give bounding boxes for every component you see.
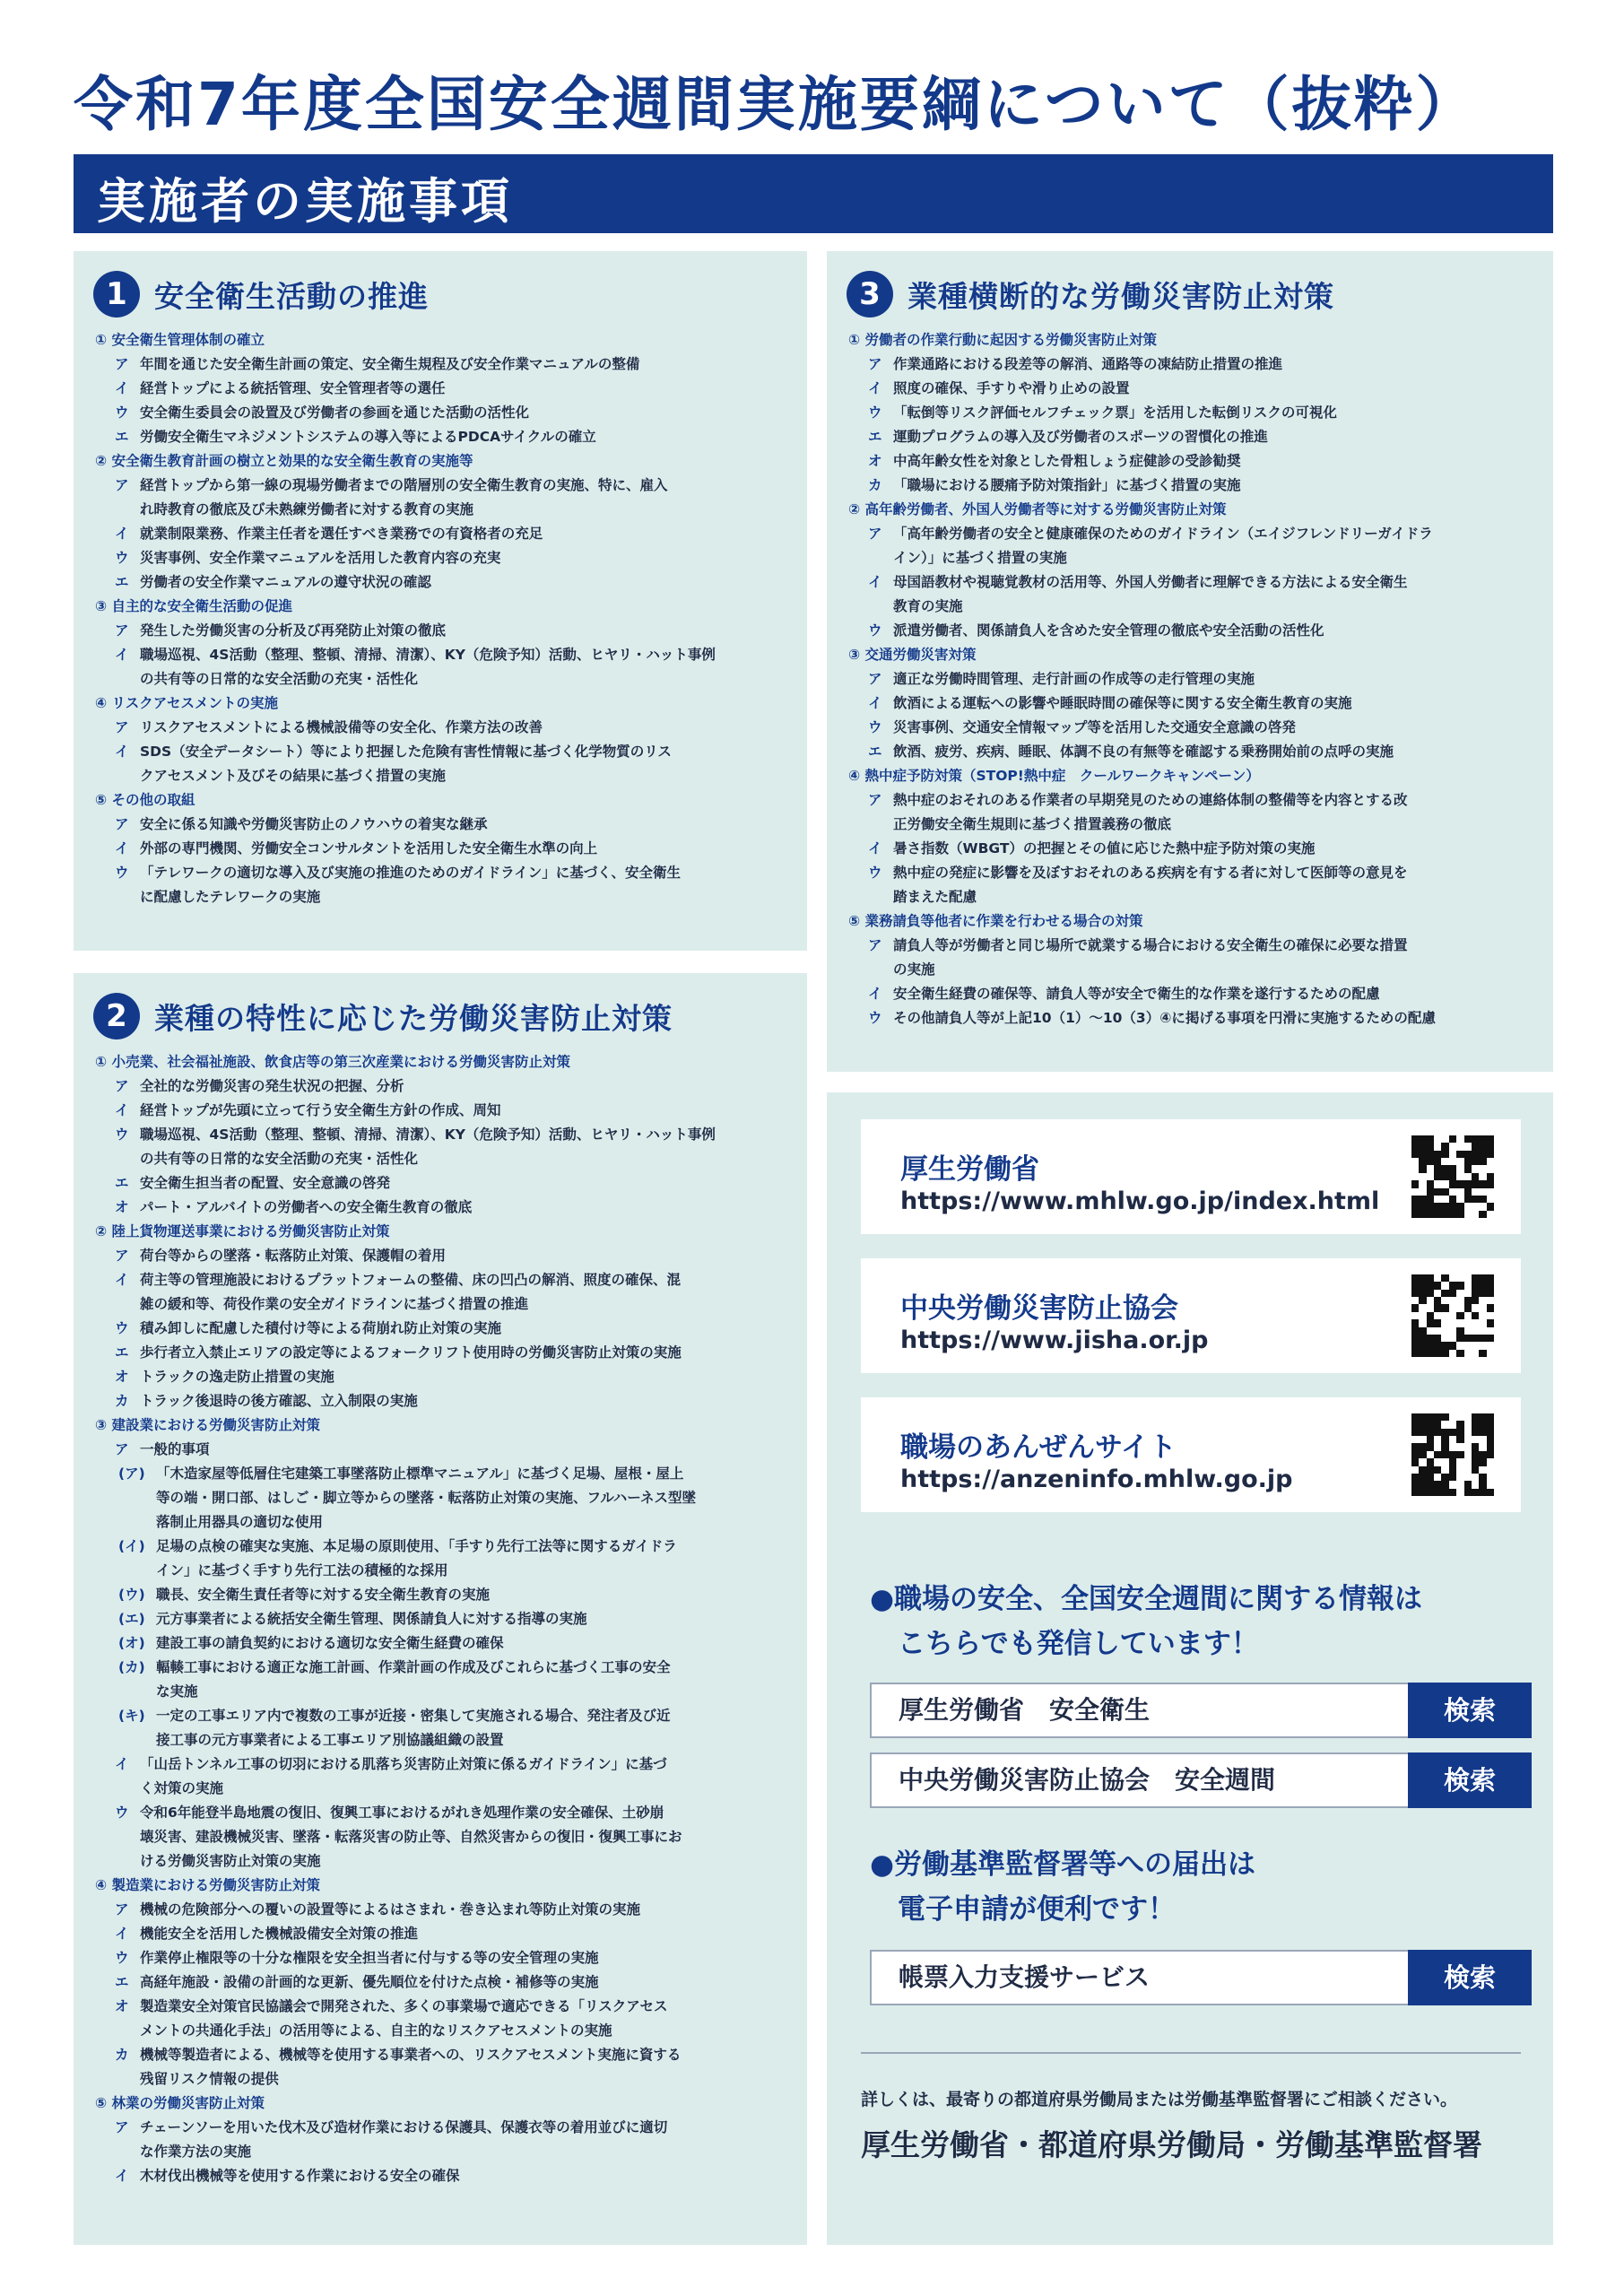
item-text: 暑さ指数（WBGT）の把握とその値に応じた熱中症予防対策の実施 [893, 840, 1316, 857]
item-label: ア [115, 1441, 129, 1457]
section-1-items [95, 328, 795, 909]
section-title: 業種横断的な労働災害防止対策 [908, 278, 1334, 314]
list-item [95, 740, 795, 764]
qr-code-icon [1411, 1135, 1494, 1218]
item-label: ア [868, 356, 882, 372]
item-label: ウ [115, 1126, 129, 1143]
search-row-1 [870, 1683, 1524, 1738]
subsection-heading: ③ 交通労働災害対策 [848, 647, 977, 663]
item-label: ア [115, 1248, 129, 1264]
item-label: ア [115, 816, 129, 832]
list-item [848, 861, 1541, 885]
item-text: 元方事業者による統括安全衛生管理、関係請負人に対する指導の実施 [156, 1611, 587, 1627]
item-text: 荷台等からの墜落・転落防止対策、保護帽の着用 [140, 1248, 447, 1264]
list-item [95, 813, 795, 837]
item-label: カ [868, 477, 882, 493]
page-title: 令和7年度全国安全週間実施要綱について（抜粋） [74, 70, 1478, 139]
subsection-heading: ② 安全衛生教育計画の樹立と効果的な安全衛生教育の実施等 [95, 453, 473, 469]
item-label: ア [115, 477, 129, 493]
item-label: (キ) [118, 1708, 145, 1724]
item-text: 熱中症の発症に影響を及ぼすおそれのある疾病を有する者に対して医師等の意見を [893, 865, 1408, 881]
list-item-continued: 壊災害、建設機械災害、墜落・転落災害の防止等、自然災害からの復旧・復興工事にお [140, 1829, 682, 1845]
info-panel [827, 1092, 1553, 2245]
list-item-continued: 落制止用器具の適切な使用 [156, 1514, 324, 1530]
subsection-heading: ③ 建設業における労働災害防止対策 [95, 1417, 321, 1433]
list-item-continued: く対策の実施 [140, 1780, 224, 1796]
list-item [95, 1438, 795, 1462]
item-text: 一定の工事エリア内で複数の工事が近接・密集して実施される場合、発注者及び近 [156, 1708, 671, 1724]
search-row-2 [870, 1752, 1524, 1808]
list-item-continued: の実施 [893, 961, 935, 978]
item-label: ウ [115, 1805, 129, 1821]
item-label: ア [115, 1901, 129, 1918]
subsection-heading: ⑤ 業務請負等他者に作業を行わせる場合の対策 [848, 913, 1143, 929]
subtitle: 実施者の実施事項 [97, 173, 513, 230]
item-text: 経営トップが先頭に立って行う安全衛生方針の作成、周知 [140, 1102, 501, 1118]
item-text: 派遣労働者、関係請負人を含めた安全管理の徹底や安全活動の活性化 [893, 622, 1324, 639]
list-item-continued: 雑の緩和等、荷役作業の安全ガイドラインに基づく措置の推進 [140, 1296, 529, 1312]
item-label: ウ [868, 404, 882, 421]
item-text: 安全衛生担当者の配置、安全意識の啓発 [140, 1175, 391, 1191]
item-text: 災害事例、交通安全情報マップ等を活用した交通安全意識の啓発 [893, 719, 1296, 735]
subsection-heading: ⑤ 林業の労働災害防止対策 [95, 2095, 265, 2111]
list-item [848, 934, 1541, 958]
list-item-continued: な作業方法の実施 [140, 2144, 252, 2160]
list-item [95, 1462, 795, 1486]
subsection-heading: ① 安全衛生管理体制の確立 [95, 332, 265, 348]
list-item [848, 474, 1541, 498]
list-item [848, 1006, 1541, 1031]
qr-code-icon [1411, 1413, 1494, 1496]
item-label: (イ) [118, 1538, 145, 1554]
item-label: イ [868, 695, 882, 711]
list-item [95, 1074, 795, 1099]
item-label: イ [868, 986, 882, 1002]
list-item [95, 2043, 795, 2067]
item-text: その他請負人等が上記10（1）～10（3）④に掲げる事項を円滑に実施するための配慮 [893, 1010, 1436, 1026]
item-label: エ [115, 1344, 129, 1361]
subsection-heading: ② 高年齢労働者、外国人労働者等に対する労働災害防止対策 [848, 501, 1227, 517]
footer-note: 詳しくは、最寄りの都道府県労働局または労働基準監督署にご相談ください。 [861, 2090, 1458, 2109]
item-label: イ [115, 1102, 129, 1118]
item-text: 荷主等の管理施設におけるプラットフォームの整備、床の凹凸の解消、照度の確保、混 [140, 1272, 681, 1288]
list-item [95, 1583, 795, 1607]
item-text: 中高年齢女性を対象とした骨粗しょう症健診の受診勧奨 [893, 453, 1241, 469]
link-name: 中央労働災害防止協会 [900, 1292, 1178, 1325]
list-item [95, 1244, 795, 1268]
item-label: イ [868, 574, 882, 590]
item-text: 機械等製造者による、機械等を使用する事業者への、リスクアセスメント実施に資する [140, 2047, 682, 2063]
item-label: エ [115, 429, 129, 445]
item-text: 職場巡視、4S活動（整理、整頓、清掃、清潔）、KY（危険予知）活動、ヒヤリ・ハット事例 [140, 647, 716, 663]
list-item [95, 2116, 795, 2140]
section-1-heading [93, 267, 429, 321]
list-item [95, 1607, 795, 1631]
item-label: オ [115, 1369, 129, 1385]
search-button[interactable]: 検索 [1408, 1752, 1532, 1808]
item-text: 経営トップによる統括管理、安全管理者等の選任 [140, 380, 446, 396]
list-item [95, 1171, 795, 1196]
list-item [95, 425, 795, 449]
item-text: 「高年齢労働者の安全と健康確保のためのガイドライン（エイジフレンドリーガイドラ [893, 526, 1433, 542]
link-card-jisha[interactable] [861, 1258, 1521, 1373]
item-text: 飲酒による運転への影響や睡眠時間の確保等に関する安全衛生教育の実施 [893, 695, 1352, 711]
section-title: 業種の特性に応じた労働災害防止対策 [154, 1000, 673, 1036]
subsection-heading: ④ 熱中症予防対策（STOP!熱中症 クールワークキャンペーン） [848, 768, 1260, 784]
list-item [95, 1995, 795, 2019]
item-text: パート・アルバイトの労働者への安全衛生教育の徹底 [140, 1199, 473, 1215]
list-item [95, 1801, 795, 1825]
item-label: エ [868, 429, 882, 445]
item-text: 安全衛生委員会の設置及び労働者の参画を通じた活動の活性化 [140, 404, 530, 421]
item-label: イ [115, 1272, 129, 1288]
list-item-continued: 残留リスク情報の提供 [140, 2071, 279, 2087]
list-item-continued: の共有等の日常的な安全活動の充実・活性化 [140, 671, 419, 687]
item-text: 建設工事の請負契約における適切な安全衛生経費の確保 [156, 1635, 504, 1651]
item-text: 「木造家屋等低層住宅建築工事墜落防止標準マニュアル」に基づく足場、屋根・屋上 [156, 1465, 684, 1482]
list-item [95, 1341, 795, 1365]
item-label: ウ [115, 550, 129, 566]
subsection-heading: ③ 自主的な安全衛生活動の促進 [95, 598, 293, 614]
search-input[interactable]: 帳票入力支援サービス [870, 1950, 1419, 2005]
link-name: 職場のあんぜんサイト [900, 1431, 1177, 1464]
item-label: ア [115, 1078, 129, 1094]
item-label: ウ [868, 865, 882, 881]
item-text: 経営トップから第一線の現場労働者までの階層別の安全衛生教育の実施、特に、雇入 [140, 477, 668, 493]
item-text: 歩行者立入禁止エリアの設定等によるフォークリフト使用時の労働災害防止対策の実施 [140, 1344, 682, 1361]
list-item [95, 861, 795, 885]
list-item [95, 1365, 795, 1389]
item-label: エ [115, 574, 129, 590]
list-item [95, 619, 795, 643]
list-item-continued: な実施 [156, 1683, 198, 1700]
item-label: イ [115, 1926, 129, 1942]
item-label: イ [115, 2168, 129, 2184]
list-item [95, 1268, 795, 1292]
list-item-continued: ける労働災害防止対策の実施 [140, 1853, 321, 1869]
item-label: カ [115, 2047, 129, 2063]
item-label: ア [868, 671, 882, 687]
item-label: ウ [115, 404, 129, 421]
subsection-heading: ⑤ その他の取組 [95, 792, 195, 808]
link-card-anzeninfo[interactable] [861, 1397, 1521, 1512]
list-item [848, 691, 1541, 716]
subsection-heading: ① 労働者の作業行動に起因する労働災害防止対策 [848, 332, 1158, 348]
item-text: チェーンソーを用いた伐木及び造材作業における保護具、保護衣等の着用並びに適切 [140, 2119, 668, 2135]
item-text: 外部の専門機関、労働安全コンサルタントを活用した安全衛生水準の向上 [140, 840, 598, 857]
subsection-heading: ① 小売業、社会福祉施設、飲食店等の第三次産業における労働災害防止対策 [95, 1054, 571, 1070]
list-item [848, 352, 1541, 377]
item-text: 職長、安全衛生責任者等に対する安全衛生教育の実施 [156, 1587, 491, 1603]
item-label: ウ [868, 719, 882, 735]
item-label: ア [868, 937, 882, 953]
item-text: 照度の確保、手すりや滑り止めの設置 [893, 380, 1130, 396]
section-number-badge: 2 [93, 993, 140, 1039]
subsection-heading: ② 陸上貨物運送事業における労働災害防止対策 [95, 1223, 390, 1239]
item-label: ア [115, 356, 129, 372]
list-item [95, 377, 795, 401]
item-label: イ [115, 840, 129, 857]
list-item [848, 716, 1541, 740]
list-item [848, 377, 1541, 401]
list-item [95, 1389, 795, 1413]
item-text: 輻輳工事における適正な施工計画、作業計画の作成及びこれらに基づく工事の安全 [156, 1659, 671, 1675]
item-label: (カ) [118, 1659, 145, 1675]
item-text: 製造業安全対策官民協議会で開発された、多くの事業場で適応できる「リスクアセス [140, 1998, 668, 2014]
divider [861, 2052, 1521, 2054]
list-item [848, 570, 1541, 595]
item-text: 熱中症のおそれのある作業者の早期発見のための連絡体制の整備等を内容とする改 [893, 792, 1408, 808]
item-label: オ [868, 453, 882, 469]
list-item [95, 546, 795, 570]
item-text: 機能安全を活用した機械設備安全対策の推進 [140, 1926, 419, 1942]
item-text: 高経年施設・設備の計画的な更新、優先順位を付けた点検・補修等の実施 [140, 1974, 599, 1990]
link-card-mhlw[interactable] [861, 1119, 1521, 1234]
item-text: 「転倒等リスク評価セルフチェック票」を活用した転倒リスクの可視化 [893, 404, 1337, 421]
item-text: 足場の点検の確実な実施、本足場の原則使用、「手すり先行工法等に関するガイドラ [156, 1538, 677, 1554]
item-text: 請負人等が労働者と同じ場所で就業する場合における安全衛生の確保に必要な措置 [893, 937, 1408, 953]
search-input[interactable]: 中央労働災害防止協会 安全週間 [870, 1752, 1419, 1808]
item-text: 職場巡視、4S活動（整理、整頓、清掃、清潔）、KY（危険予知）活動、ヒヤリ・ハット事例 [140, 1126, 716, 1143]
info-heading-2: ●労働基準監督署等への届出は 電子申請が便利です！ [870, 1848, 1256, 1926]
list-item-continued: れ時教育の徹底及び未熟練労働者に対する教育の実施 [140, 501, 474, 517]
list-item [95, 1922, 795, 1946]
item-label: ウ [868, 1010, 882, 1026]
item-label: イ [115, 380, 129, 396]
list-item [95, 1099, 795, 1123]
item-text: 木材伐出機械等を使用する作業における安全の確保 [140, 2168, 460, 2184]
section-2-panel [74, 973, 807, 2245]
section-number-badge: 3 [847, 271, 893, 317]
list-item [95, 1946, 795, 1970]
list-item-continued: 接工事の元方事業者による工事エリア別協議組織の設置 [156, 1732, 504, 1748]
item-label: ア [868, 526, 882, 542]
list-item-continued: イン」に基づく手すり先行工法の積極的な採用 [156, 1562, 448, 1578]
link-url[interactable]: https://www.jisha.or.jp [900, 1326, 1209, 1354]
item-text: 運動プログラムの導入及び労働者のスポーツの習慣化の推進 [893, 429, 1268, 445]
item-label: (エ) [118, 1611, 145, 1627]
list-item [95, 1317, 795, 1341]
item-text: 安全衛生経費の確保等、請負人等が安全で衛生的な作業を遂行するための配慮 [893, 986, 1380, 1002]
item-label: ア [115, 622, 129, 639]
item-text: トラックの逸走防止措置の実施 [140, 1369, 334, 1385]
list-item [848, 522, 1541, 546]
item-text: 積み卸しに配慮した積付け等による荷崩れ防止対策の実施 [140, 1320, 502, 1336]
list-item [848, 740, 1541, 764]
item-text: 一般的事項 [140, 1441, 210, 1457]
item-label: エ [115, 1175, 129, 1191]
info-heading-1: ●職場の安全、全国安全週間に関する情報は こちらでも発信しています！ [870, 1583, 1423, 1660]
list-item [95, 1631, 795, 1656]
item-label: イ [115, 647, 129, 663]
item-text: 全社的な労働災害の発生状況の把握、分析 [140, 1078, 404, 1094]
item-text: 労働安全衛生マネジメントシステムの導入等によるPDCAサイクルの確立 [140, 429, 596, 445]
item-text: トラック後退時の後方確認、立入制限の実施 [140, 1393, 418, 1409]
item-text: 労働者の安全作業マニュアルの遵守状況の確認 [140, 574, 431, 590]
list-item [95, 1196, 795, 1220]
item-text: 「山岳トンネル工事の切羽における肌落ち災害防止対策に係るガイドライン」に基づ [140, 1756, 667, 1772]
list-item [848, 401, 1541, 425]
item-text: 安全に係る知識や労働災害防止のノウハウの着実な継承 [140, 816, 488, 832]
section-2-items [95, 1050, 795, 2188]
list-item [95, 1656, 795, 1680]
list-item [848, 449, 1541, 474]
item-text: 適正な労働時間管理、走行計画の作成等の走行管理の実施 [893, 671, 1255, 687]
item-label: (オ) [118, 1635, 145, 1651]
list-item [848, 788, 1541, 813]
search-button[interactable]: 検索 [1408, 1950, 1532, 2005]
list-item-continued: 踏まえた配慮 [893, 889, 977, 905]
subtitle-bar [74, 154, 1553, 233]
list-item [95, 1970, 795, 1995]
list-item-continued: に配慮したテレワークの実施 [140, 889, 321, 905]
list-item [848, 982, 1541, 1006]
item-label: ウ [115, 1950, 129, 1966]
item-label: イ [868, 840, 882, 857]
section-2-heading [93, 989, 673, 1043]
section-3-items [848, 328, 1541, 1031]
item-text: SDS（安全データシート）等により把握した危険有害性情報に基づく化学物質のリス [140, 744, 672, 760]
item-text: 令和6年能登半島地震の復旧、復興工事におけるがれき処理作業の安全確保、土砂崩 [140, 1805, 664, 1821]
item-label: ア [115, 2119, 129, 2135]
section-3-heading [847, 267, 1334, 321]
list-item [95, 1535, 795, 1559]
section-title: 安全衛生活動の推進 [154, 278, 429, 314]
list-item [95, 1898, 795, 1922]
list-item [95, 2164, 795, 2188]
item-label: ア [868, 792, 882, 808]
section-1-panel [74, 251, 807, 951]
item-label: イ [115, 1756, 129, 1772]
list-item-continued: メントの共通化手法」の活用等による、自主的なリスクアセスメントの実施 [140, 2022, 612, 2039]
search-button[interactable]: 検索 [1408, 1683, 1532, 1738]
subsection-heading: ④ リスクアセスメントの実施 [95, 695, 279, 711]
link-url[interactable]: https://www.mhlw.go.jp/index.html [900, 1187, 1380, 1215]
item-label: イ [115, 526, 129, 542]
list-item [95, 716, 795, 740]
section-number-badge: 1 [93, 271, 140, 317]
item-label: ウ [115, 865, 129, 881]
list-item-continued: 教育の実施 [893, 598, 963, 614]
item-text: 母国語教材や視聴覚教材の活用等、外国人労働者に理解できる方法による安全衛生 [893, 574, 1408, 590]
link-name: 厚生労働省 [900, 1153, 1039, 1186]
link-url[interactable]: https://anzeninfo.mhlw.go.jp [900, 1465, 1293, 1493]
subsection-heading: ④ 製造業における労働災害防止対策 [95, 1877, 321, 1893]
item-label: イ [115, 744, 129, 760]
item-label: ウ [868, 622, 882, 639]
item-label: エ [115, 1974, 129, 1990]
list-item [95, 401, 795, 425]
list-item [848, 837, 1541, 861]
item-label: オ [115, 1998, 129, 2014]
list-item [95, 1704, 795, 1728]
item-label: カ [115, 1393, 129, 1409]
item-text: 発生した労働災害の分析及び再発防止対策の徹底 [140, 622, 447, 639]
list-item-continued: の共有等の日常的な安全活動の充実・活性化 [140, 1151, 419, 1167]
list-item [95, 1123, 795, 1147]
qr-code-icon [1411, 1274, 1494, 1357]
list-item [848, 667, 1541, 691]
item-text: 機械の危険部分への覆いの設置等によるはさまれ・巻き込まれ等防止対策の実施 [140, 1901, 641, 1918]
list-item [95, 643, 795, 667]
item-text: 「職場における腰痛予防対策指針」に基づく措置の実施 [893, 477, 1241, 493]
list-item-continued: イン）」に基づく措置の実施 [893, 550, 1067, 566]
item-label: エ [868, 744, 882, 760]
footer-organizations: 厚生労働省・都道府県労働局・労働基準監督署 [861, 2127, 1482, 2162]
search-input[interactable]: 厚生労働省 安全衛生 [870, 1683, 1419, 1738]
list-item [95, 1752, 795, 1777]
item-text: 飲酒、疲労、疾病、睡眠、体調不良の有無等を確認する乗務開始前の点呼の実施 [893, 744, 1394, 760]
item-text: 作業通路における段差等の解消、通路等の凍結防止措置の推進 [893, 356, 1283, 372]
section-3-panel [827, 251, 1553, 1072]
item-label: (ウ) [118, 1587, 145, 1603]
list-item [95, 522, 795, 546]
list-item [848, 425, 1541, 449]
item-text: 災害事例、安全作業マニュアルを活用した教育内容の充実 [140, 550, 501, 566]
item-text: 「テレワークの適切な導入及び実施の推進のためのガイドライン」に基づく、安全衛生 [140, 865, 681, 881]
list-item-continued: 正労働安全衛生規則に基づく措置義務の徹底 [893, 816, 1172, 832]
list-item [95, 837, 795, 861]
list-item-continued: 等の端・開口部、はしご・脚立等からの墜落・転落防止対策の実施、フルハーネス型墜 [156, 1490, 697, 1506]
item-label: オ [115, 1199, 129, 1215]
item-label: ア [115, 719, 129, 735]
item-text: 作業停止権限等の十分な権限を安全担当者に付与する等の安全管理の実施 [140, 1950, 599, 1966]
search-row-3 [870, 1950, 1524, 2005]
item-text: 就業制限業務、作業主任者を選任すべき業務での有資格者の充足 [140, 526, 543, 542]
item-label: イ [868, 380, 882, 396]
item-label: ウ [115, 1320, 129, 1336]
list-item [95, 352, 795, 377]
item-text: 年間を通じた安全衛生計画の策定、安全衛生規程及び安全作業マニュアルの整備 [140, 356, 640, 372]
list-item [95, 474, 795, 498]
list-item-continued: クアセスメント及びその結果に基づく措置の実施 [140, 768, 446, 784]
list-item [848, 619, 1541, 643]
item-label: (ア) [118, 1465, 145, 1482]
list-item [95, 570, 795, 595]
item-text: リスクアセスメントによる機械設備等の安全化、作業方法の改善 [140, 719, 543, 735]
